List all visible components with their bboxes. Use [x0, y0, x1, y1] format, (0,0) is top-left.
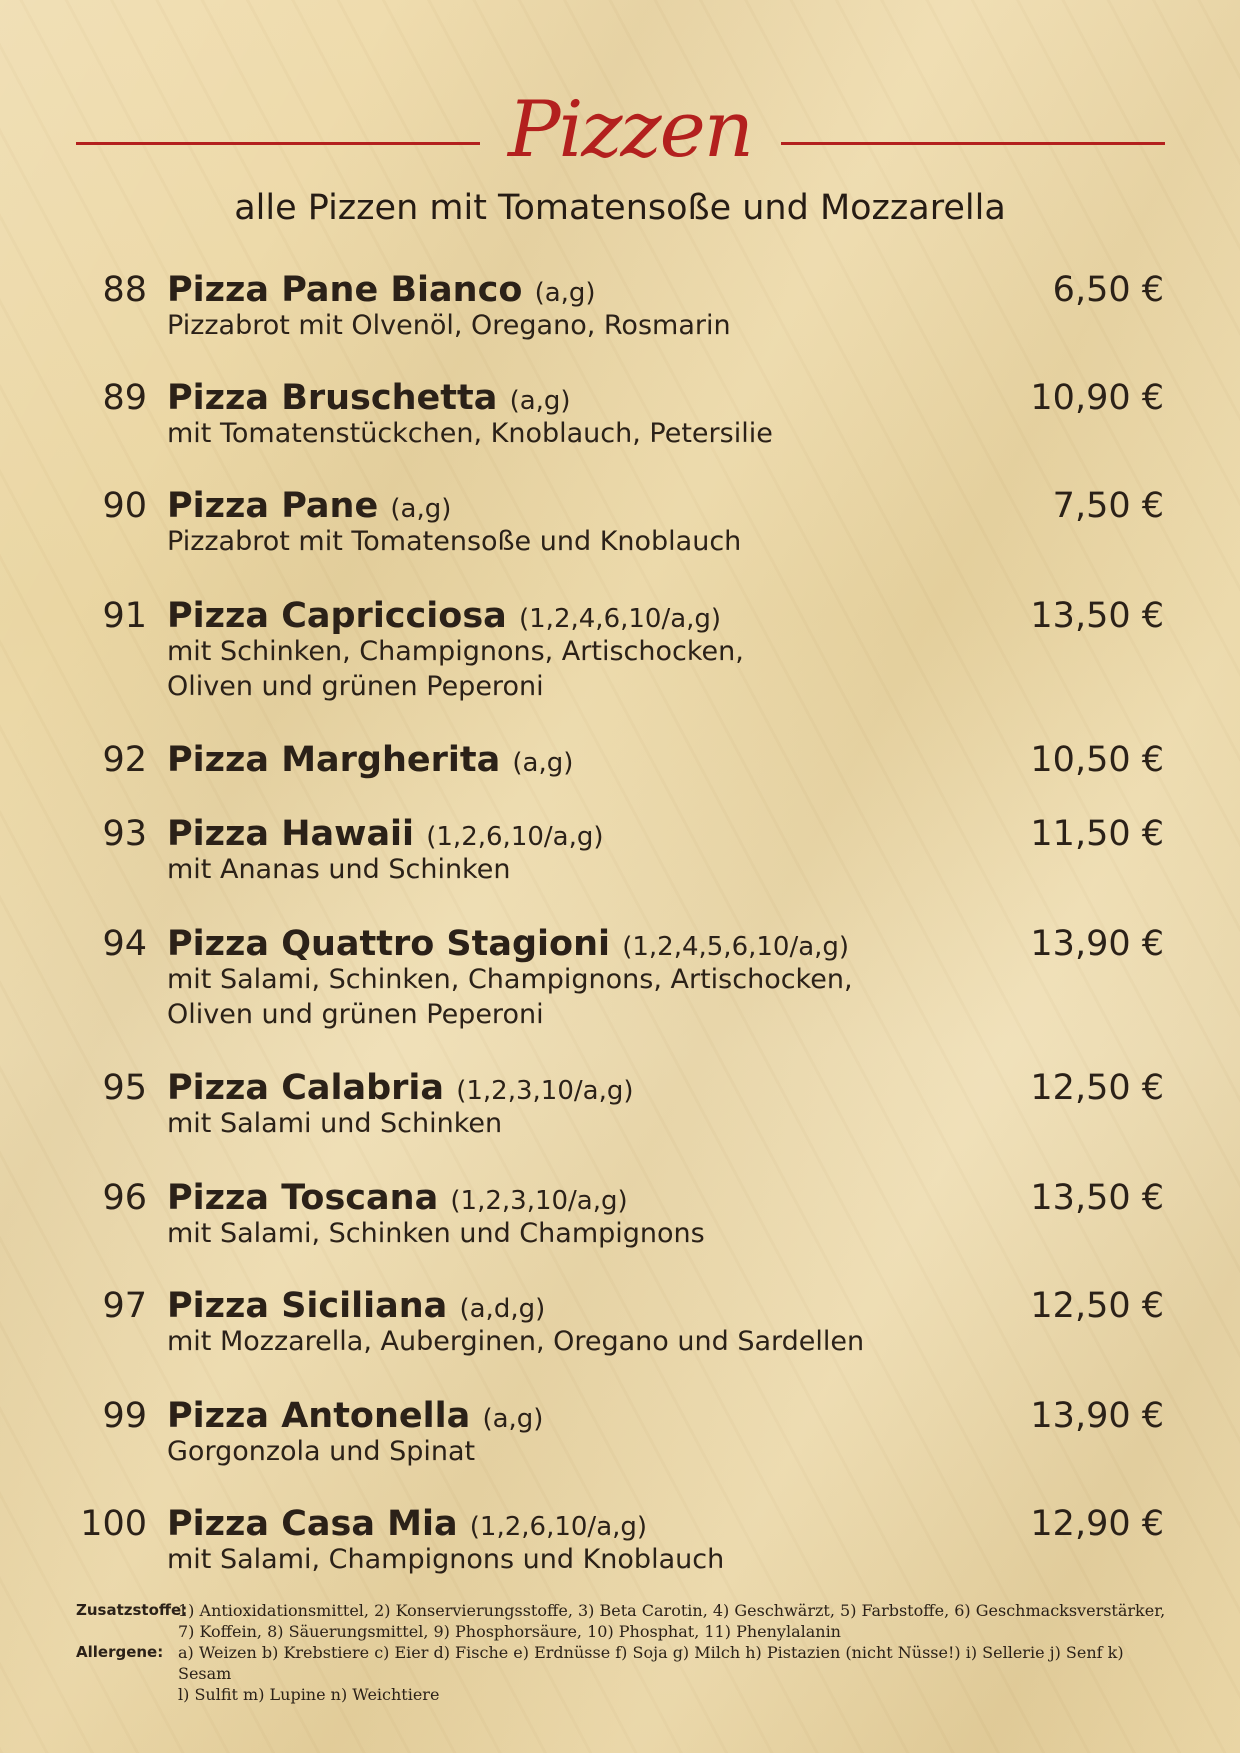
item-codes: (1,2,3,10/a,g)	[450, 1186, 628, 1216]
item-number: 97	[102, 1286, 147, 1326]
item-name: Pizza Pane	[167, 486, 379, 526]
item-name: Pizza Calabria	[167, 1068, 445, 1108]
item-price: 13,50 €	[1030, 596, 1164, 636]
item-description	[167, 634, 744, 704]
additives-note	[76, 1600, 1166, 1642]
item-description	[167, 1434, 475, 1469]
item-name: Pizza Siciliana	[167, 1286, 448, 1326]
item-codes: (a,g)	[482, 1404, 544, 1434]
item-codes: (a,g)	[512, 748, 574, 778]
additives-line: 7) Koffein, 8) Säuerungsmittel, 9) Phosphorsäure, 10) Phosphat, 11) Phenylalanin	[178, 1622, 841, 1641]
item-codes: (1,2,4,5,6,10/a,g)	[622, 932, 850, 962]
item-name-line	[167, 738, 573, 785]
item-description-line: mit Schinken, Champignons, Artischocken,	[167, 636, 744, 667]
header-rule-right	[781, 142, 1165, 145]
item-codes: (a,g)	[534, 278, 596, 308]
item-number: 89	[102, 378, 147, 418]
item-codes: (a,d,g)	[459, 1294, 546, 1324]
item-description-line: Pizzabrot mit Olvenöl, Oregano, Rosmarin	[167, 310, 731, 341]
item-codes: (1,2,4,6,10/a,g)	[519, 604, 722, 634]
item-description	[167, 524, 741, 559]
item-name: Pizza Quattro Stagioni	[167, 924, 611, 964]
item-codes: (a,g)	[509, 386, 571, 416]
item-description	[167, 852, 510, 887]
item-description	[167, 1106, 502, 1141]
item-number: 91	[102, 596, 147, 636]
item-price: 13,50 €	[1030, 1178, 1164, 1218]
item-description-line: mit Salami, Schinken und Champignons	[167, 1218, 705, 1249]
item-name: Pizza Hawaii	[167, 814, 415, 854]
item-price: 12,90 €	[1030, 1504, 1164, 1544]
item-number: 94	[102, 924, 147, 964]
item-number: 88	[102, 270, 147, 310]
item-number: 93	[102, 814, 147, 854]
additives-line: 1) Antioxidationsmittel, 2) Konservierungsstoffe, 3) Beta Carotin, 4) Geschwärzt, 5) Farbstoffe, 6) Geschmacksverstärker,	[178, 1601, 1166, 1620]
item-codes: (a,g)	[390, 494, 452, 524]
item-description	[167, 1542, 724, 1577]
item-name: Pizza Toscana	[167, 1178, 439, 1218]
item-price: 11,50 €	[1030, 814, 1164, 854]
allergens-label: Allergene:	[76, 1643, 164, 1661]
item-description-line: mit Salami und Schinken	[167, 1108, 503, 1139]
item-description-line: mit Mozzarella, Auberginen, Oregano und Sardellen	[167, 1326, 865, 1357]
item-description-line: Pizzabrot mit Tomatensoße und Knoblauch	[167, 526, 742, 557]
item-codes: (1,2,6,10/a,g)	[426, 822, 604, 852]
allergens-line: l) Sulfit m) Lupine n) Weichtiere	[178, 1685, 440, 1704]
item-name: Pizza Casa Mia	[167, 1504, 458, 1544]
item-description	[167, 308, 731, 343]
page-subtitle: alle Pizzen mit Tomatensoße und Mozzarella	[234, 188, 1006, 228]
item-codes: (1,2,6,10/a,g)	[469, 1512, 648, 1542]
item-description-line: Gorgonzola und Spinat	[167, 1436, 476, 1467]
page-title: Pizzen	[507, 85, 752, 175]
item-description-line: mit Salami, Champignons und Knoblauch	[167, 1544, 725, 1575]
item-description-line: mit Ananas und Schinken	[167, 854, 511, 885]
item-name: Pizza Pane Bianco	[167, 270, 523, 310]
item-price: 12,50 €	[1030, 1286, 1164, 1326]
item-number: 100	[80, 1504, 147, 1544]
item-name: Pizza Antonella	[167, 1396, 471, 1436]
item-price: 13,90 €	[1030, 924, 1164, 964]
footnotes	[76, 1600, 1166, 1705]
item-price: 12,50 €	[1030, 1068, 1164, 1108]
item-price: 10,90 €	[1030, 378, 1164, 418]
item-name: Pizza Capricciosa	[167, 596, 507, 636]
item-number: 99	[102, 1396, 147, 1436]
allergens-line: a) Weizen b) Krebstiere c) Eier d) Fische e) Erdnüsse f) Soja g) Milch h) Pistazien (nicht Nüsse!) i) Sellerie j) Senf k) Sesam	[178, 1643, 1124, 1683]
item-description	[167, 416, 773, 451]
item-number: 92	[102, 740, 147, 780]
item-number: 96	[102, 1178, 147, 1218]
item-description-line: Oliven und grünen Peperoni	[167, 671, 544, 702]
item-description	[167, 962, 853, 1032]
item-price: 13,90 €	[1030, 1396, 1164, 1436]
allergens-note	[76, 1642, 1166, 1705]
additives-label: Zusatzstoffe:	[76, 1601, 188, 1619]
header-rule-left	[76, 142, 480, 145]
item-name: Pizza Bruschetta	[167, 378, 498, 418]
item-name: Pizza Margherita	[167, 740, 501, 780]
item-description-line: mit Tomatenstückchen, Knoblauch, Petersilie	[167, 418, 773, 449]
item-description	[167, 1216, 705, 1251]
menu-header	[0, 80, 1240, 180]
item-description	[167, 1324, 864, 1359]
item-number: 90	[102, 486, 147, 526]
item-codes: (1,2,3,10/a,g)	[456, 1076, 634, 1106]
item-price: 6,50 €	[1052, 270, 1164, 310]
item-price: 10,50 €	[1030, 740, 1164, 780]
item-price: 7,50 €	[1052, 486, 1164, 526]
item-description-line: Oliven und grünen Peperoni	[167, 999, 544, 1030]
item-description-line: mit Salami, Schinken, Champignons, Artischocken,	[167, 964, 853, 995]
item-number: 95	[102, 1068, 147, 1108]
